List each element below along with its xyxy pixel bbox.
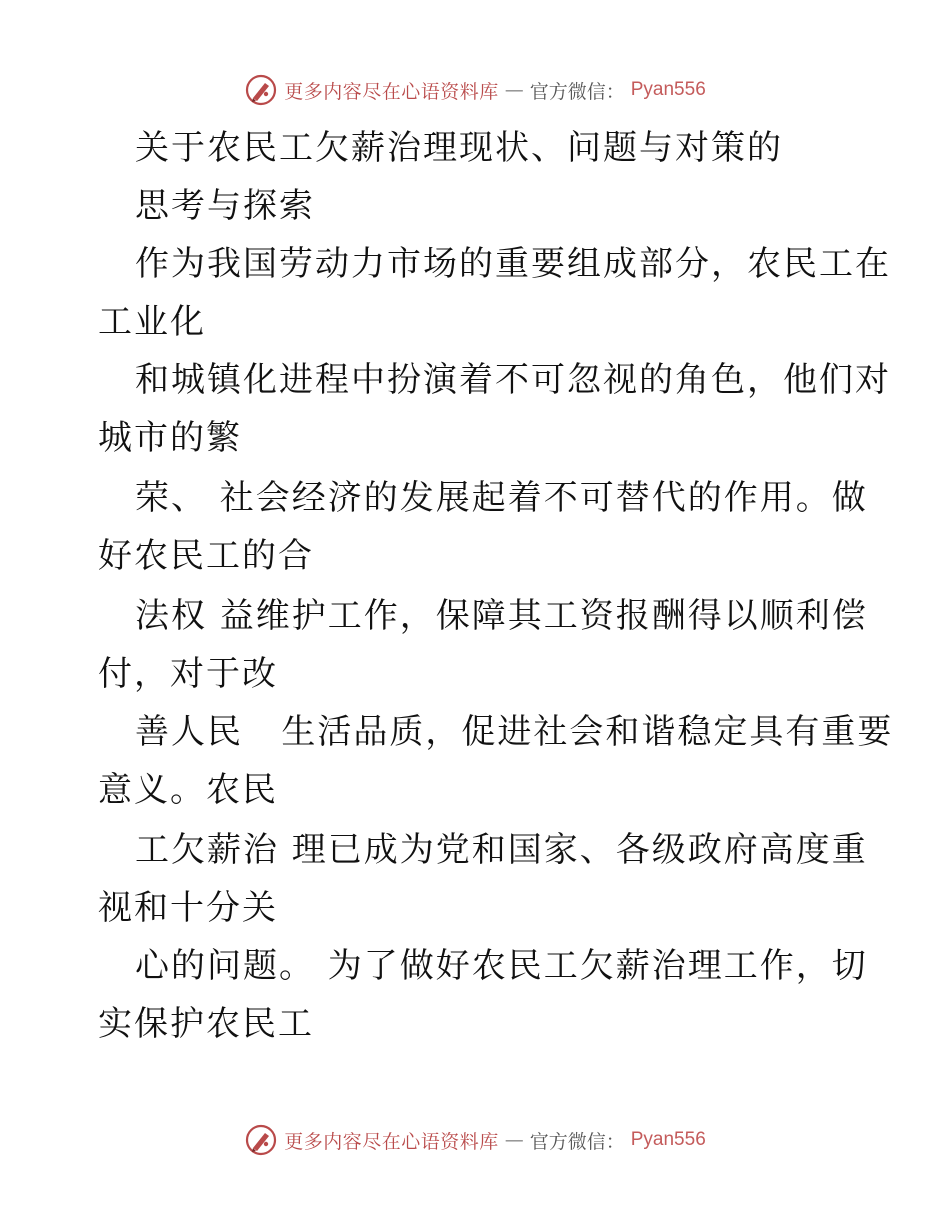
watermark-main-text: 更多内容尽在心语资料库 <box>284 1130 499 1153</box>
watermark-dash: — <box>504 1129 524 1151</box>
paragraph-line: 视和十分关 <box>98 888 278 928</box>
paragraph-line: 好农民工的合 <box>98 536 314 576</box>
paragraph-line: 和城镇化进程中扮演着不可忽视的角色，他们对 <box>135 360 891 400</box>
document-title-line-2: 思考与探索 <box>135 186 315 226</box>
paragraph-line: 心的问题。 为了做好农民工欠薪治理工作，切 <box>135 946 868 986</box>
document-title-line-1: 关于农民工欠薪治理现状、问题与对策的 <box>135 128 783 168</box>
watermark-wechat-label: 官方微信： <box>529 80 625 103</box>
watermark-main-text: 更多内容尽在心语资料库 <box>284 80 499 103</box>
paragraph-line: 城市的繁 <box>98 418 242 458</box>
pen-circle-logo-icon <box>244 1123 278 1157</box>
paragraph-line: 实保护农民工 <box>98 1004 314 1044</box>
paragraph-line: 作为我国劳动力市场的重要组成部分，农民工在 <box>135 244 891 284</box>
paragraph-line: 荣、 社会经济的发展起着不可替代的作用。做 <box>135 478 868 518</box>
watermark-wechat-id: Pyan556 <box>630 1129 706 1150</box>
paragraph-line: 工业化 <box>98 302 206 342</box>
paragraph-line: 意义。农民 <box>98 770 278 810</box>
paragraph-line: 付，对于改 <box>98 654 278 694</box>
watermark-banner-bottom <box>0 1118 950 1162</box>
watermark-dash: — <box>504 79 524 101</box>
watermark-wechat-id: Pyan556 <box>630 79 706 100</box>
paragraph-line: 工欠薪治 理已成为党和国家、各级政府高度重 <box>135 830 868 870</box>
paragraph-line: 善人民 生活品质，促进社会和谐稳定具有重要 <box>135 712 894 752</box>
paragraph-line: 法权 益维护工作，保障其工资报酬得以顺利偿 <box>135 596 868 636</box>
watermark-wechat-label: 官方微信： <box>529 1130 625 1153</box>
watermark-banner-top <box>0 68 950 112</box>
pen-circle-logo-icon <box>244 73 278 107</box>
